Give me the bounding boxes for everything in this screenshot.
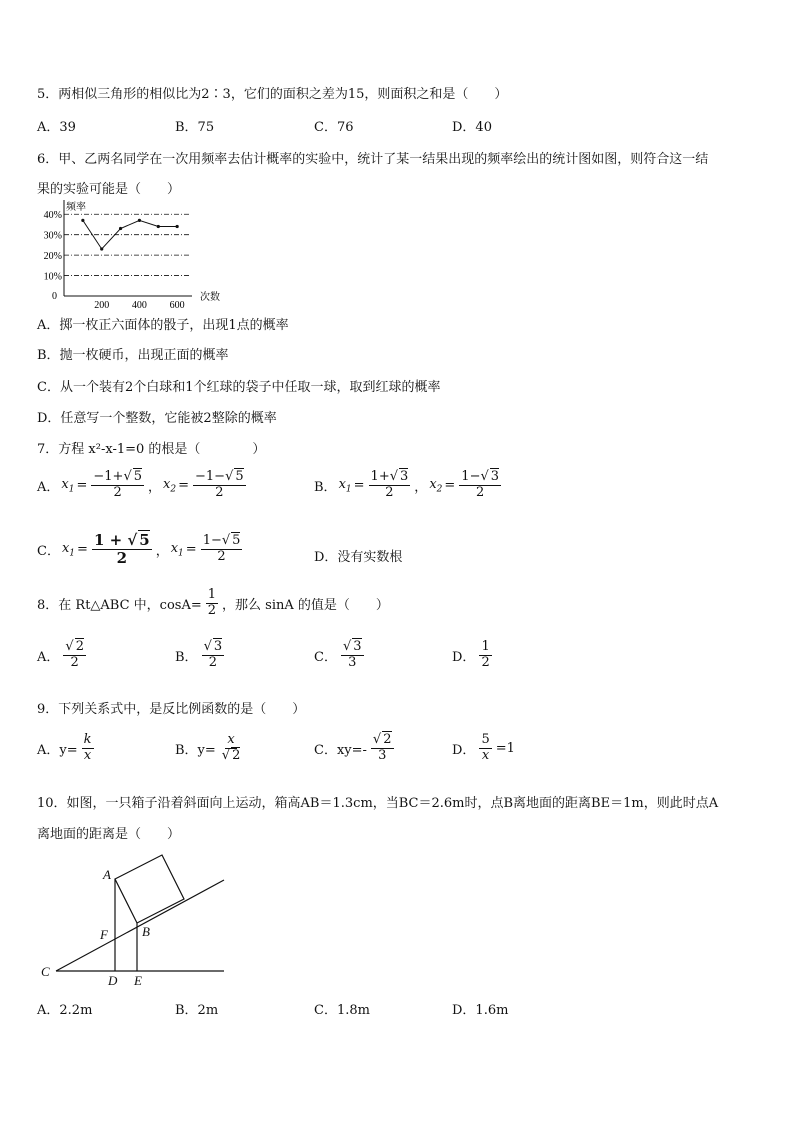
label-e: E: [134, 973, 142, 988]
q10-option-b: B．2m: [175, 1003, 219, 1018]
q8-option-d: D． $\frac{1}{2}$: [452, 639, 490, 670]
q5-option-d: D．40: [452, 120, 492, 135]
q7-option-d: D．没有实数根: [314, 550, 403, 565]
q7-b-x1: $x_1$: [338, 476, 352, 495]
y-tick-label: 40%: [43, 210, 62, 222]
data-point: [81, 219, 84, 222]
data-point: [100, 247, 103, 250]
x-axis-title: 次数: [200, 292, 220, 303]
x-tick-label: 200: [94, 300, 110, 308]
data-point: [157, 225, 160, 228]
q7-c-x1: $x_1$: [61, 540, 76, 559]
q7-c-x1-fraction: $\frac{1 + √ 5}{2}$: [93, 531, 150, 568]
q6-stem-line1: 6．甲、乙两名同学在一次用频率去估计概率的实验中，统计了某一结果出现的频率绘出的统计图如图，则符合这一结: [37, 152, 709, 167]
q7-a-x2: $x_2$: [163, 476, 177, 495]
q9-option-a: A．y= $\frac{k}{x}$: [37, 732, 92, 763]
q9-option-d: D． $\frac{5}{x}$ =1: [452, 732, 515, 763]
q10-option-a: A．2.2m: [37, 1003, 93, 1018]
q6-stem-line2: 果的实验可能是（ ）: [37, 182, 181, 197]
frequency-line-chart: [30, 196, 220, 308]
q10-stem-line1: 10．如图，一只箱子沿着斜面向上运动，箱高AB＝1.3cm，当BC＝2.6m时，点B离地面的距离BE＝1m，则此时点A: [37, 796, 719, 811]
q5-option-c: C．76: [314, 120, 354, 135]
q8-stem: [37, 588, 389, 619]
x-tick-label: 400: [131, 300, 147, 308]
data-point: [138, 219, 141, 222]
y-tick-label: 20%: [43, 251, 62, 263]
q7-stem: 7．方程 x²-x-1=0 的根是（ ）: [37, 442, 266, 457]
q9-stem: 9．下列关系式中，是反比例函数的是（ ）: [37, 702, 306, 717]
y-tick-label: 10%: [43, 271, 62, 283]
q7-a-x2-fraction: $\frac{-1-√ 5}{2}$: [195, 469, 244, 500]
box-square: [115, 855, 184, 923]
q10-stem-line2: 离地面的距离是（ ）: [37, 827, 181, 842]
q5-option-a: A．39: [37, 120, 76, 135]
q6-option-c: C．从一个装有2个白球和1个红球的袋子中任取一球，取到红球的概率: [37, 380, 441, 395]
q7-a-label: A．: [37, 479, 60, 495]
q7-c-x2-fraction: $\frac{1-√ 5}{2}$: [202, 533, 241, 565]
q8-option-c: C． $\frac{√ 3}{3}$: [314, 639, 362, 670]
origin-label: 0: [52, 291, 57, 302]
q6-option-d: D．任意写一个整数，它能被2整除的概率: [37, 411, 277, 426]
q9-option-c: C．xy=- $\frac{√ 2}{3}$: [314, 732, 392, 763]
q8-option-b: B． $\frac{√ 3}{2}$: [175, 639, 223, 670]
q6-option-b: B．抛一枚硬币，出现正面的概率: [37, 348, 229, 363]
q7-c-label: C．: [37, 544, 60, 560]
q7-a-x1-fraction: $\frac{-1+√ 5}{2}$: [93, 469, 143, 500]
incline-box-diagram: [38, 845, 238, 990]
q7-option-b: [314, 470, 503, 501]
q10-option-d: D．1.6m: [452, 1003, 509, 1018]
q8-cos-fraction: $\frac{1}{2}$: [207, 587, 217, 618]
separator: ，: [148, 479, 162, 495]
q7-b-label: B．: [314, 479, 337, 495]
q7-option-a: [37, 470, 248, 501]
incline-line: [56, 880, 224, 971]
q7-b-x2: $x_2$: [429, 476, 443, 495]
equals-sign: =: [353, 477, 365, 493]
equals-sign: =: [77, 542, 88, 558]
q7-b-x1-fraction: $\frac{1+√ 3}{2}$: [370, 469, 409, 500]
label-f: F: [100, 927, 108, 942]
q8-stem-part1: 8．在 Rt△ABC 中，cosA=: [37, 597, 202, 613]
label-a: A: [103, 867, 111, 882]
label-c: C: [41, 964, 50, 979]
separator: ，: [414, 479, 428, 495]
label-b: B: [142, 924, 150, 939]
q5-option-b: B．75: [175, 120, 215, 135]
equals-sign: =: [444, 477, 456, 493]
q9-option-b: B．y= $\frac{x}{√ 2}$: [175, 732, 241, 763]
y-tick-label: 30%: [43, 230, 62, 242]
separator: ，: [155, 544, 169, 560]
data-point: [176, 225, 179, 228]
equals-sign: =: [185, 542, 197, 558]
q10-option-c: C．1.8m: [314, 1003, 370, 1018]
label-d: D: [108, 973, 118, 988]
q7-option-c: [37, 532, 244, 568]
q5-stem: 5．两相似三角形的相似比为2∶3，它们的面积之差为15，则面积之和是（ ）: [37, 87, 508, 102]
q6-option-a: A．掷一枚正六面体的骰子，出现1点的概率: [37, 318, 289, 333]
y-axis-title: 频率: [66, 202, 86, 213]
equals-sign: =: [76, 477, 88, 493]
x-tick-label: 600: [169, 300, 185, 308]
q7-b-x2-fraction: $\frac{1-√ 3}{2}$: [461, 469, 500, 500]
q8-option-a: A． $\frac{√ 2}{2}$: [37, 639, 84, 670]
data-point: [119, 227, 122, 230]
q7-c-x2: $x_1$: [170, 540, 184, 559]
q8-stem-part2: ，那么 sinA 的值是（ ）: [222, 597, 389, 613]
q7-a-x1: $x_1$: [61, 476, 75, 495]
equals-sign: =: [178, 477, 190, 493]
